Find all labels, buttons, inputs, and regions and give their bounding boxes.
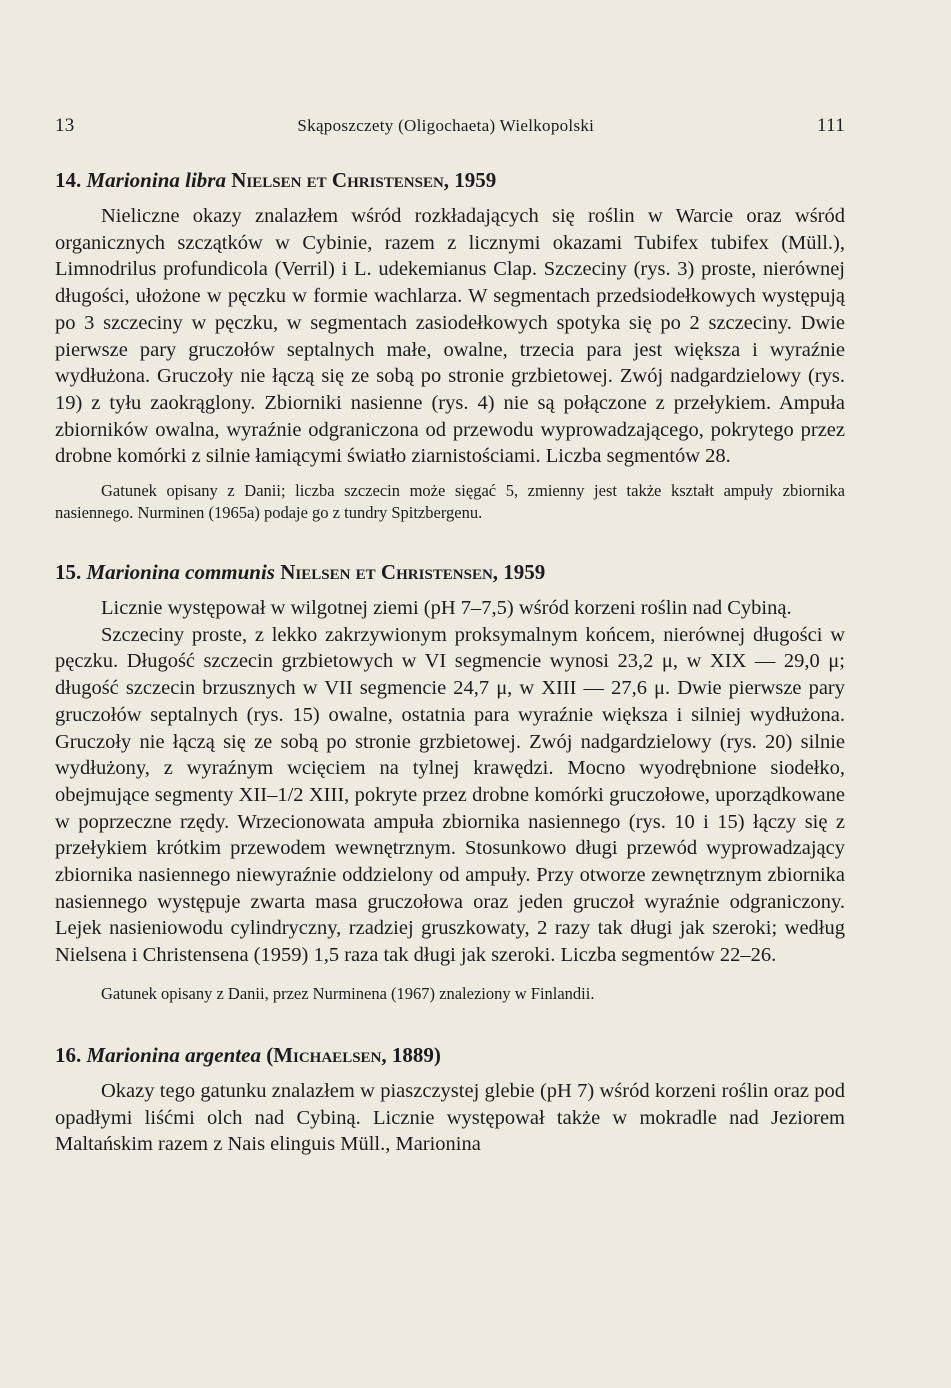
species-note (55, 983, 845, 1005)
species-author: (Michaelsen, 1889) (266, 1042, 441, 1067)
paragraph: Licznie występował w wilgotnej ziemi (pH 7–7,5) wśród korzeni roślin nad Cybiną. (101, 597, 792, 620)
species-heading (55, 166, 845, 195)
left-page-number: 13 (55, 115, 75, 136)
species-heading (55, 1041, 845, 1070)
running-title: Skąposzczety (Oligochaeta) Wielkopolski (297, 116, 595, 135)
note-text: Gatunek opisany z Danii; liczba szczecin może sięgać 5, zmienny jest także kształt ampuły zbiornika nasiennego. Nurminen (1965a) podaje go z tundry Spitzbergenu. (55, 481, 845, 523)
note-text: Gatunek opisany z Danii, przez Nurminena (1967) znaleziony w Finlandii. (101, 983, 595, 1003)
species-section-14 (55, 166, 845, 524)
species-heading (55, 558, 845, 587)
species-author: Nielsen et Christensen, 1959 (280, 560, 546, 585)
paragraph: Okazy tego gatunku znalazłem w piaszczystej glebie (pH 7) wśród korzeni roślin oraz pod opadłymi liśćmi olch nad Cybiną. Licznie występował także w mokradle nad Jeziorem Maltańskim razem z Nais elinguis Müll., Marionina (55, 1079, 845, 1156)
species-section-15 (55, 558, 845, 1005)
right-page-number: 111 (817, 115, 845, 136)
running-header (55, 115, 845, 137)
species-description (55, 595, 845, 969)
species-number: 15. (55, 560, 82, 585)
species-note (55, 480, 845, 524)
species-number: 16. (55, 1042, 82, 1067)
species-section-16 (55, 1041, 845, 1158)
species-name: Marionina communis (86, 560, 275, 585)
paragraph: Nieliczne okazy znalazłem wśród rozkładających się roślin w Warcie oraz wśród organicznych szczątków w Cybinie, razem z licznymi okazami Tubifex tubifex (Müll.), Limnodrilus profundicola (Verril) i L. udekemianus Clap. Szczeciny (rys. 3) proste, nierównej długości, ułożone w pęczku w formie wachlarza. W segmentach przedsiodełkowych występują po 3 szczeciny w pęczku, w segmentach zasiodełkowych spotyka się po 2 szczeciny. Dwie pierwsze pary gruczołów septalnych małe, owalne, trzecia para jest większa i wyraźnie wydłużona. Gruczoły nie łączą się ze sobą po stronie grzbietowej. Zwój nadgardzielowy (rys. 19) z tyłu zaokrąglony. Zbiorniki nasienne (rys. 4) nie są połączone z przełykiem. Ampuła zbiorników owalna, wyraźnie odgraniczona od przewodu wyprowadzającego, pokrytego przez drobne komórki z silnie łamiącymi światło ziarnistościami. Liczba segmentów 28. (55, 205, 845, 468)
species-number: 14. (55, 168, 82, 192)
page-content (55, 166, 845, 1158)
species-author: Nielsen et Christensen, 1959 (231, 168, 497, 192)
paragraph: Szczeciny proste, z lekko zakrzywionym proksymalnym końcem, nierównej długości w pęczku. Długość szczecin grzbietowych w VI segmencie wynosi 23,2 μ, w XIX — 29,0 μ; długość szczecin brzusznych w VII segmencie 24,7 μ, w XIII — 27,6 μ. Dwie pierwsze pary gruczołów septalnych (rys. 15) owalne, ostatnia para wyraźnie większa i silniej wydłużona. Gruczoły nie łączą się ze sobą po stronie grzbietowej. Zwój nadgardzielowy (rys. 20) silnie wydłużony, z wyraźnym wcięciem na tylnej krawędzi. Mocno wyodrębnione siodełko, obejmujące segmenty XII–1/2 XIII, pokryte przez drobne komórki gruczołowe, uporządkowane w poprzeczne rzędy. Wrzecionowata ampuła zbiornika nasiennego (rys. 10 i 15) łączy się z przełykiem krótkim przewodem wewnętrznym. Stosunkowo długi przewód wyprowadzający zbiornika nasiennego niewyraźnie oddzielony od ampuły. Przy otworze zewnętrznym zbiornika nasiennego występuje zwarta masa gruczołowa oraz jeden gruczoł wyraźnie odgraniczony. Lejek nasieniowodu cylindryczny, rzadziej gruszkowaty, 2 razy tak długi jak szeroki; według Nielsena i Christensena (1959) 1,5 raza tak długi jak szeroki. Liczba segmentów 22–26. (55, 623, 845, 967)
species-description (55, 1078, 845, 1158)
species-description (55, 203, 845, 470)
species-name: Marionina libra (86, 168, 226, 192)
species-name: Marionina argentea (86, 1042, 261, 1067)
